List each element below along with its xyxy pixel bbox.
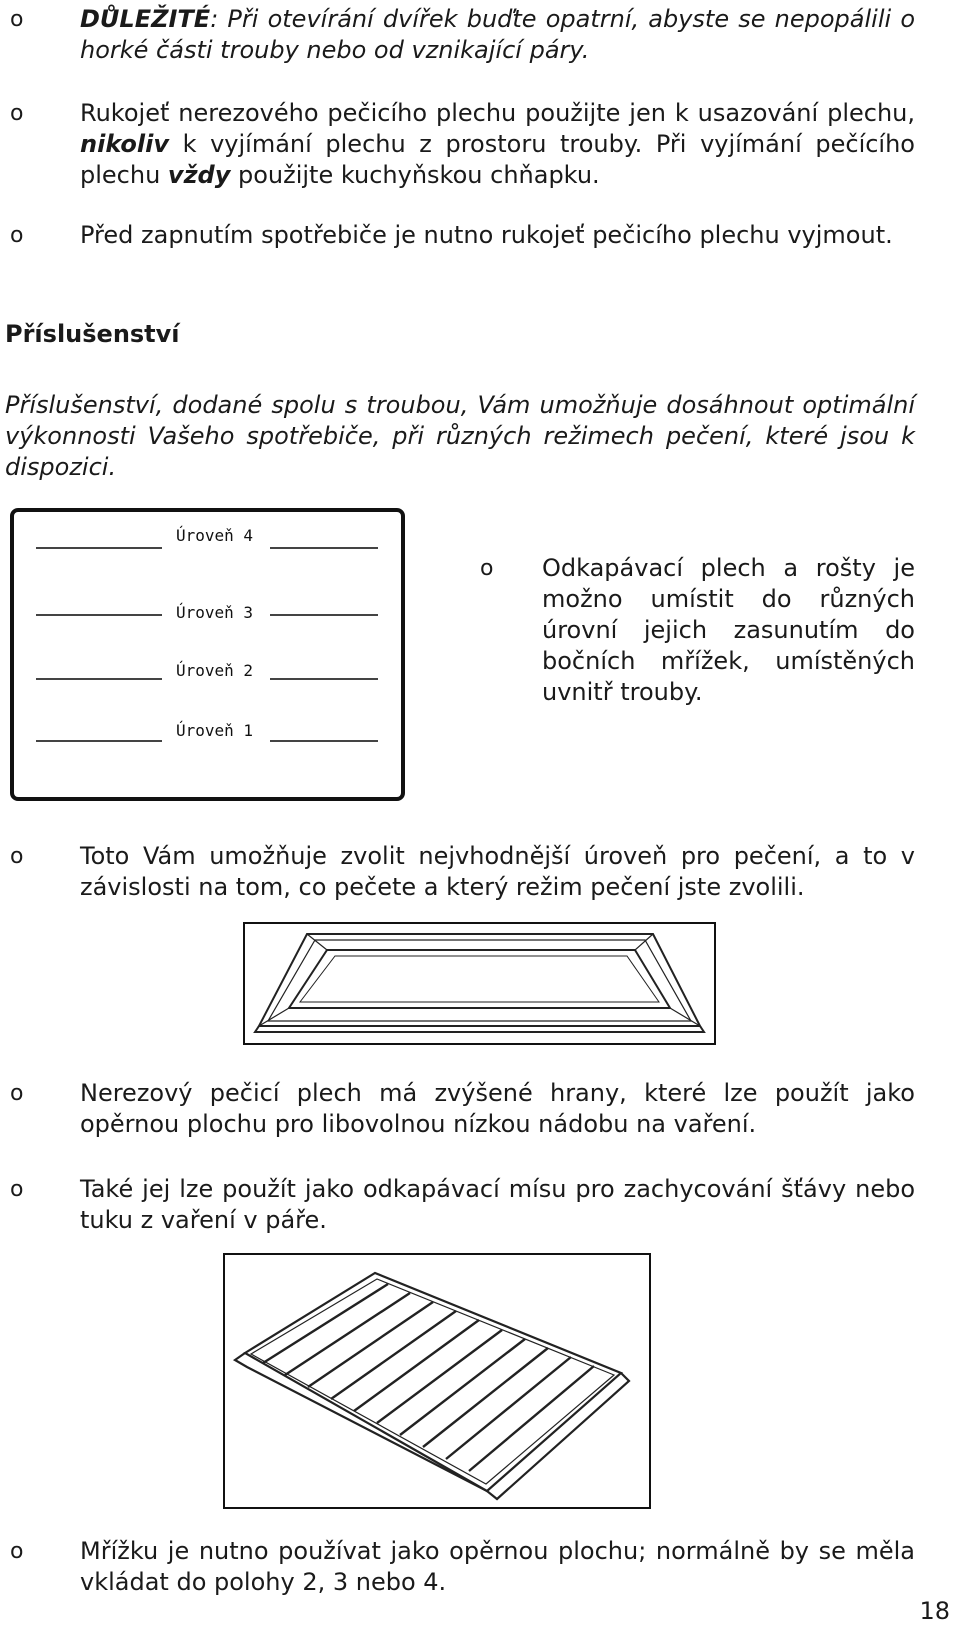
bullet-text: Také jej lze použít jako odkapávací mísu pro zachycování šťávy nebo tuku z vaření v páře. xyxy=(80,1175,915,1234)
section-title: Příslušenství xyxy=(5,320,180,348)
bullet-text: Před zapnutím spotřebiče je nutno rukojeť pečicího plechu vyjmout. xyxy=(80,221,893,249)
emphasis-nikoliv: nikoliv xyxy=(80,130,170,158)
note-tray-edges xyxy=(0,1078,915,1140)
baking-tray-illustration xyxy=(243,922,716,1045)
level-line xyxy=(36,678,162,680)
levels-note-text: Odkapávací plech a rošty je možno umístit do různých úrovní jejich zasunutím do bočních mřížek, umístěných uvnitř trouby. xyxy=(542,554,915,706)
note-drip-pan xyxy=(0,1174,915,1236)
level-line xyxy=(270,547,378,549)
bullet-marker: o xyxy=(10,1177,24,1202)
text-part: použijte kuchyňskou chňapku. xyxy=(230,161,600,189)
note-remove-handle xyxy=(0,220,915,251)
level-line xyxy=(270,740,378,742)
level-line xyxy=(36,740,162,742)
emphasis-vzdy: vždy xyxy=(167,161,231,189)
bullet-text: Toto Vám umožňuje zvolit nejvhodnější úroveň pro pečení, a to v závislosti na tom, co pečete a který režim pečení jste zvolili. xyxy=(80,842,915,901)
note-tray-handle xyxy=(0,98,915,191)
page-number: 18 xyxy=(919,1597,950,1625)
wire-rack-illustration xyxy=(223,1253,651,1509)
bullet-text: Nerezový pečicí plech má zvýšené hrany, které lze použít jako opěrnou plochu pro libovolnou nízkou nádobu na vaření. xyxy=(80,1079,915,1138)
bullet-marker: o xyxy=(10,223,24,248)
level-4-label: Úroveň 4 xyxy=(176,526,254,545)
note-choose-level xyxy=(0,841,915,903)
text-part: Rukojeť nerezového pečicího plechu použijte jen k usazování plechu, xyxy=(80,99,915,127)
levels-note xyxy=(470,553,915,708)
level-line xyxy=(270,678,378,680)
level-3-label: Úroveň 3 xyxy=(176,603,254,622)
warning-label: DŮLEŽITÉ xyxy=(80,5,211,33)
level-line xyxy=(36,547,162,549)
level-1-label: Úroveň 1 xyxy=(176,721,254,740)
wire-rack-icon xyxy=(225,1255,649,1507)
bullet-marker: o xyxy=(10,7,24,32)
level-line xyxy=(270,614,378,616)
bullet-marker: o xyxy=(10,1081,24,1106)
bullet-marker: o xyxy=(480,556,494,581)
bullet-marker: o xyxy=(10,101,24,126)
note-rack-position xyxy=(0,1536,915,1598)
level-2-label: Úroveň 2 xyxy=(176,661,254,680)
oven-levels-diagram xyxy=(10,508,405,801)
note-burn-warning xyxy=(0,4,915,66)
bullet-marker: o xyxy=(10,1539,24,1564)
section-intro: Příslušenství, dodané spolu s troubou, Vám umožňuje dosáhnout optimální výkonnosti Vašeho spotřebiče, při různých režimech pečení, které jsou k dispozici. xyxy=(5,391,915,481)
warning-text: : Při otevírání dvířek buďte opatrní, abyste se nepopálili o horké části trouby nebo od vznikající páry. xyxy=(80,5,915,64)
bullet-marker: o xyxy=(10,844,24,869)
text-part: k vyjímání plechu z prostoru trouby. Při vyjímání pečícího plechu xyxy=(80,130,915,189)
bullet-text: Mřížku je nutno používat jako opěrnou plochu; normálně by se měla vkládat do polohy 2, 3 nebo 4. xyxy=(80,1537,915,1596)
baking-tray-icon xyxy=(245,924,714,1043)
level-line xyxy=(36,614,162,616)
